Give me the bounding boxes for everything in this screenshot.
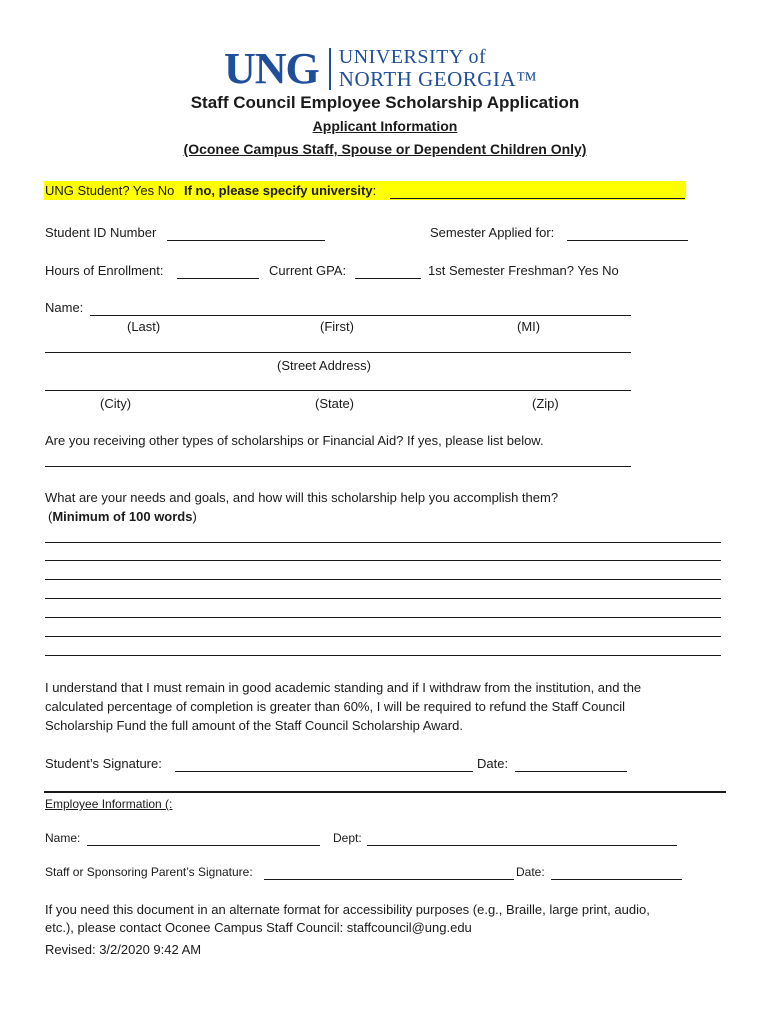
parent-date-field[interactable] [551,879,682,880]
student-id-label: Student ID Number [45,225,157,240]
gpa-label: Current GPA: [269,263,347,278]
accessibility-note-line-2: etc.), please contact Oconee Campus Staff Council: staffcouncil@ung.edu [45,920,472,935]
dept-field[interactable] [367,845,677,846]
hours-label: Hours of Enrollment: [45,263,164,278]
page-title: Staff Council Employee Scholarship Application [190,93,580,112]
freshman-label: 1st Semester Freshman? Yes No [428,263,619,278]
student-signature-label: Student’s Signature: [45,756,162,771]
employee-info-heading: Employee Information (: [45,797,173,811]
last-caption: (Last) [127,319,161,334]
agreement-line-1: I understand that I must remain in good academic standing and if I withdraw from the institution, and the [45,680,642,695]
name-field[interactable] [90,315,631,316]
mi-caption: (MI) [517,319,541,334]
semester-label: Semester Applied for: [430,225,555,240]
dept-label: Dept: [333,831,362,845]
ung-student-question: UNG Student? Yes No If no, please specify university: [45,183,377,198]
scholarships-field[interactable] [45,466,631,467]
parent-signature-label: Staff or Sponsoring Parent’s Signature: [45,865,253,879]
parent-date-label: Date: [516,865,545,879]
hours-field[interactable] [177,278,259,279]
logo-abbrev: UNG [224,44,319,93]
city-state-zip-field[interactable] [45,390,631,391]
city-caption: (City) [100,396,132,411]
employee-name-label: Name: [45,831,81,845]
essay-line-2[interactable] [45,560,721,561]
employee-name-field[interactable] [87,845,320,846]
state-caption: (State) [315,396,355,411]
street-field[interactable] [45,352,631,353]
first-caption: (First) [320,319,354,334]
street-caption: (Street Address) [277,358,371,373]
ung-logo [224,44,537,94]
logo-line2: NORTH GEORGIA™ [338,67,538,92]
essay-line-3[interactable] [45,579,721,580]
minimum-words-note: (Minimum of 100 words) [48,509,197,524]
scholarships-question: Are you receiving other types of scholarships or Financial Aid? If yes, please list below. [45,433,544,448]
section-divider [44,791,726,793]
agreement-line-2: calculated percentage of completion is greater than 60%, I will be required to refund the Staff Council [45,699,626,714]
needs-question: What are your needs and goals, and how will this scholarship help you accomplish them? [45,490,559,505]
university-field[interactable] [390,198,685,199]
specify-university-label: If no, please specify university [183,183,373,198]
essay-line-5[interactable] [45,617,721,618]
minimum-words-label: Minimum of 100 words [52,509,193,524]
eligibility-note: (Oconee Campus Staff, Spouse or Dependent Children Only) [183,141,587,157]
essay-line-6[interactable] [45,636,721,637]
revised-date: Revised: 3/2/2020 9:42 AM [45,942,202,957]
student-signature-field[interactable] [175,771,473,772]
name-label: Name: [45,300,84,315]
gpa-field[interactable] [355,278,421,279]
agreement-line-3: Scholarship Fund the full amount of the Staff Council Scholarship Award. [45,718,463,733]
zip-caption: (Zip) [532,396,559,411]
accessibility-note-line-1: If you need this document in an alternate format for accessibility purposes (e.g., Braille, large print, audio, [45,902,650,917]
ung-student-label: UNG Student? Yes No [45,183,175,198]
essay-line-7[interactable] [45,655,721,656]
section-title: Applicant Information [312,118,458,134]
parent-signature-field[interactable] [264,879,514,880]
student-date-label: Date: [477,756,509,771]
essay-line-4[interactable] [45,598,721,599]
logo-divider [329,48,331,90]
semester-field[interactable] [567,240,688,241]
logo-line1: UNIVERSITY of [338,46,487,69]
logo-name [339,47,537,90]
essay-line-1[interactable] [45,542,721,543]
student-id-field[interactable] [167,240,325,241]
student-date-field[interactable] [515,771,627,772]
